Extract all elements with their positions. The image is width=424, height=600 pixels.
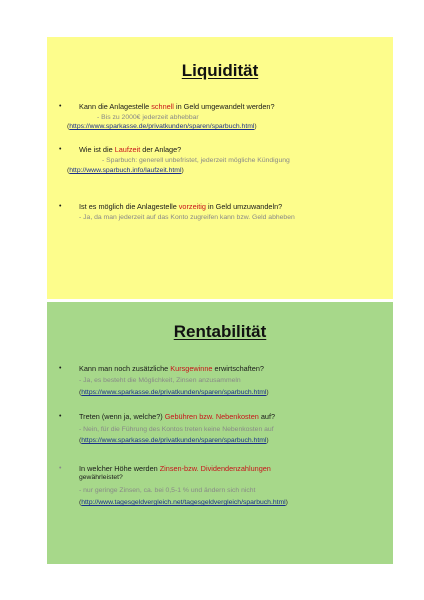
keyword-highlight: Laufzeit [114,145,141,154]
slide-liquiditaet: Liquidität • Kann die Anlagestelle schnell in Geld umgewandelt werden? - Bis zu 2000€ jederzeit abhebbar (https://www.sparkasse.de/privatkunden/sparen/sparbuch.html) • Wie ist die Laufzeit der Anlage? - Sparbuch: generell unbefristet, jederzeit mögliche Kündigung (http://www.sparbuch.info/laufzeit.html) • Ist es möglich die Anlagestelle vorzeitig in Geld umzuwandeln? - Ja, da man jederzeit auf das Konto zugreifen kann bzw. Geld abheben [47,37,393,299]
keyword-highlight: Kursgewinne [170,364,213,373]
source-link[interactable]: http://www.tagesgeldvergleich.net/tagesgeldvergleich/sparbuch.html [81,499,286,506]
source-1: (https://www.sparkasse.de/privatkunden/sparen/sparbuch.html) [67,123,257,130]
source-2: (http://www.sparbuch.info/laufzeit.html) [67,167,184,174]
answer-1: - Bis zu 2000€ jederzeit abhebbar [97,114,199,121]
answer-3: - Ja, da man jederzeit auf das Konto zugreifen kann bzw. Geld abheben [79,214,295,221]
source-link[interactable]: https://www.sparkasse.de/privatkunden/sparen/sparbuch.html [81,389,267,396]
slide-title: Rentabilität [173,322,267,341]
answer-1: - Ja, es besteht die Möglichkeit, Zinsen anzusammeln [79,377,241,384]
source-3: (http://www.tagesgeldvergleich.net/tagesgeldvergleich/sparbuch.html) [79,499,288,506]
bullet: • [59,203,62,210]
keyword-highlight: Gebühren bzw. Nebenkosten [164,412,259,421]
source-link[interactable]: https://www.sparkasse.de/privatkunden/sparen/sparbuch.html [69,123,255,130]
answer-3: - nur geringe Zinsen, ca. bei 0,5-1 % und ändern sich nicht [79,487,256,494]
slide-title: Liquidität [181,61,259,80]
bullet: • [59,103,62,110]
bullet: • [59,413,62,420]
slide-rentabilitaet: Rentabilität • Kann man noch zusätzliche Kursgewinne erwirtschaften? - Ja, es besteht die Möglichkeit, Zinsen anzusammeln (https://www.sparkasse.de/privatkunden/sparen/sparbuch.html) • Treten (wenn ja, welche?) Gebühren bzw. Nebenkosten auf? - Nein, für die Führung des Kontos treten keine Nebenkosten auf (https://www.sparkasse.de/privatkunden/sparen/sparbuch.html) • In welcher Höhe werden Zinsen-bzw. Dividendenzahlungen gewährleistet? - nur geringe Zinsen, ca. bei 0,5-1 % und ändern sich nicht (http://www.tagesgeldvergleich.net/tagesgeldvergleich/sparbuch.html) [47,302,393,564]
question-3-continued: gewährleistet? [79,474,123,481]
source-1: (https://www.sparkasse.de/privatkunden/sparen/sparbuch.html) [79,389,269,396]
keyword-highlight: Zinsen-bzw. Dividendenzahlungen [159,464,271,473]
answer-2: - Sparbuch: generell unbefristet, jederzeit mögliche Kündigung [102,157,290,164]
answer-2: - Nein, für die Führung des Kontos treten keine Nebenkosten auf [79,426,274,433]
keyword-highlight: vorzeitig [178,202,206,211]
keyword-highlight: schnell [151,102,174,111]
source-link[interactable]: https://www.sparkasse.de/privatkunden/sparen/sparbuch.html [81,437,267,444]
bullet: • [59,465,62,472]
source-link[interactable]: http://www.sparbuch.info/laufzeit.html [69,167,182,174]
bullet: • [59,365,62,372]
source-2: (https://www.sparkasse.de/privatkunden/sparen/sparbuch.html) [79,437,269,444]
bullet: • [59,146,62,153]
